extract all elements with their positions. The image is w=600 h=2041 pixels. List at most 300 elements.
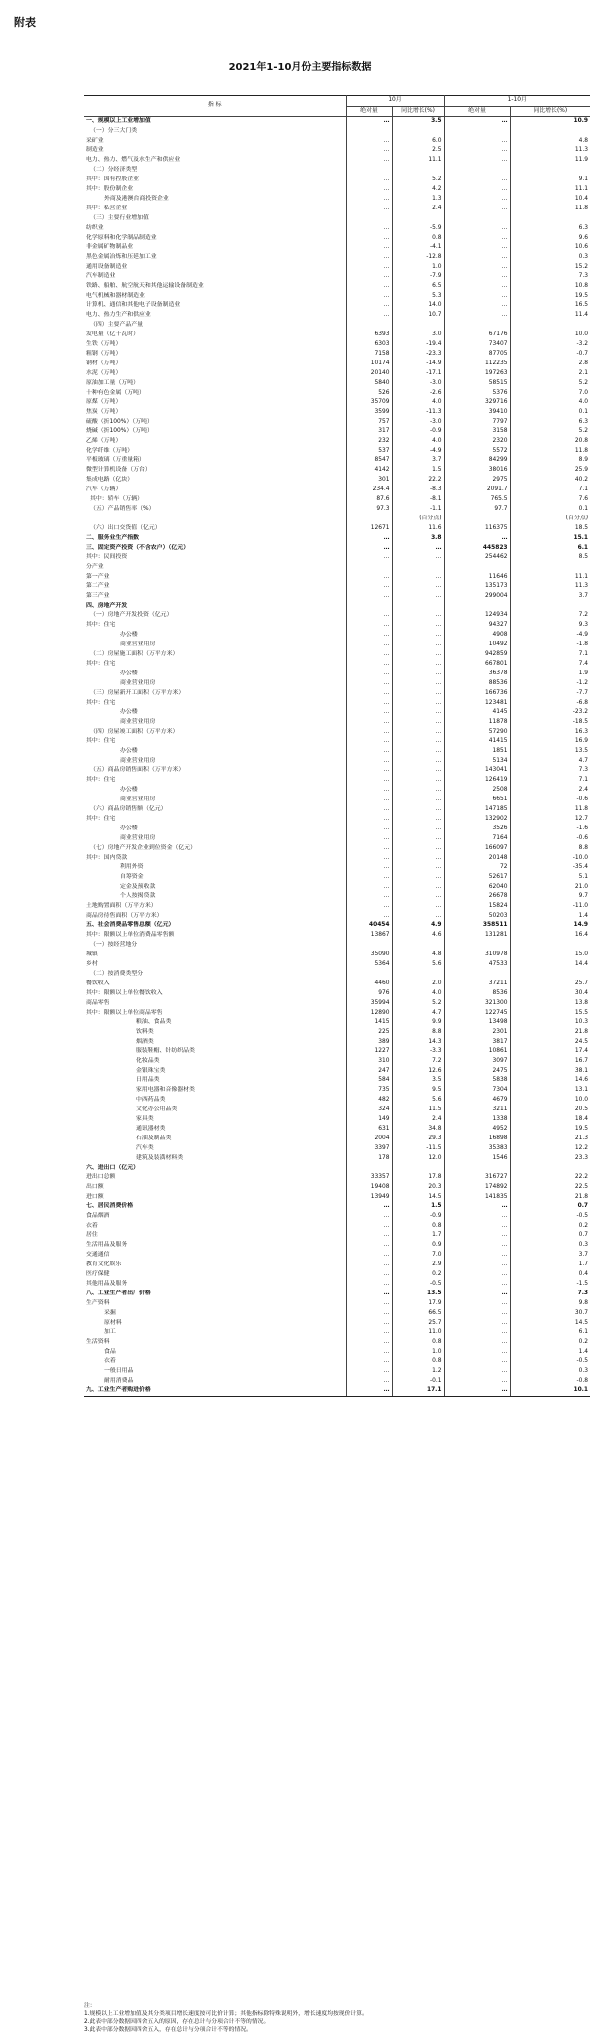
- ytd-value: 316727: [444, 1173, 510, 1183]
- month-yoy: …: [392, 611, 444, 621]
- ytd-yoy: 10.0: [574, 331, 589, 338]
- ytd-value: 667801: [444, 660, 510, 670]
- table-row: [84, 728, 590, 738]
- table-row: [84, 699, 590, 709]
- ytd-yoy: [510, 166, 590, 176]
- ytd-yoy: 16.3: [574, 728, 589, 735]
- ytd-value: 122745: [444, 1009, 510, 1019]
- ytd-value: …: [444, 1270, 510, 1280]
- ytd-yoy: -1.5: [576, 1280, 589, 1287]
- month-yoy: 1.0: [392, 1348, 444, 1358]
- month-value: …: [346, 224, 392, 234]
- ytd-yoy: 0.2: [578, 1222, 589, 1229]
- ytd-value: 7304: [444, 1086, 510, 1096]
- row-label: [84, 515, 346, 525]
- month-value: …: [346, 825, 392, 835]
- month-value: 6393: [346, 331, 392, 341]
- row-label: 办公楼: [84, 747, 346, 757]
- row-label: 水泥（万吨）: [84, 369, 346, 379]
- table-row: [84, 1125, 590, 1135]
- table-row: [84, 902, 590, 912]
- table-row: [84, 1338, 590, 1348]
- table-row: [84, 1222, 590, 1232]
- header-ytd-yoy: 同比增长(%): [510, 106, 590, 117]
- table-row: [84, 1154, 590, 1164]
- row-label: 办公楼: [84, 631, 346, 641]
- row-label: 外商及港澳台商投资企业: [84, 195, 346, 205]
- ytd-value: 3526: [444, 825, 510, 835]
- ytd-yoy: 7.0: [578, 389, 589, 396]
- month-value: …: [346, 728, 392, 738]
- ytd-value: 11878: [444, 718, 510, 728]
- table-row: [84, 156, 590, 166]
- ytd-value: [444, 127, 510, 137]
- table-row: [84, 369, 590, 379]
- ytd-value: 94327: [444, 621, 510, 631]
- ytd-yoy: 7.3: [577, 1290, 589, 1297]
- month-value: 35994: [346, 999, 392, 1009]
- month-value: …: [346, 1338, 392, 1348]
- month-yoy: -0.1: [392, 1377, 444, 1387]
- table-row: [84, 205, 590, 215]
- table-row: [84, 243, 590, 253]
- table-row: [84, 1357, 590, 1367]
- footnote-line: 注：: [84, 2003, 96, 2009]
- month-value: [346, 563, 392, 573]
- month-yoy: …: [392, 670, 444, 680]
- month-yoy: -17.1: [392, 369, 444, 379]
- row-label: 汽车制造业: [84, 272, 346, 282]
- appendix-label: 附表: [14, 16, 36, 29]
- ytd-yoy: 0.3: [578, 253, 589, 260]
- table-row: [84, 1009, 590, 1019]
- month-value: …: [346, 553, 392, 563]
- table-row: [84, 272, 590, 282]
- month-value: 1227: [346, 1047, 392, 1057]
- ytd-yoy: [510, 127, 590, 137]
- table-row: [84, 1173, 590, 1183]
- ytd-value: 2975: [444, 476, 510, 486]
- month-value: 1415: [346, 1018, 392, 1028]
- month-value: 4460: [346, 980, 392, 990]
- ytd-value: 2091.7: [444, 486, 510, 496]
- ytd-yoy: [510, 214, 590, 224]
- ytd-yoy: 8.9: [578, 457, 589, 464]
- table-row: [84, 1319, 590, 1329]
- month-yoy: 5.2: [392, 999, 444, 1009]
- row-label: 其中：住宅: [84, 815, 346, 825]
- month-value: …: [346, 796, 392, 806]
- row-label: （一）房地产开发投资（亿元）: [84, 611, 346, 621]
- ytd-value: …: [444, 1328, 510, 1338]
- month-yoy: …: [392, 834, 444, 844]
- month-value: 5840: [346, 379, 392, 389]
- month-value: …: [346, 641, 392, 651]
- table-row: [84, 563, 590, 573]
- row-label: 饮料类: [84, 1028, 346, 1038]
- row-label: 食品烟酒: [84, 1212, 346, 1222]
- ytd-value: 5134: [444, 757, 510, 767]
- table-row: [84, 1183, 590, 1193]
- ytd-value: 299004: [444, 592, 510, 602]
- month-yoy: 20.3: [392, 1183, 444, 1193]
- month-value: 12890: [346, 1009, 392, 1019]
- ytd-yoy: 1.4: [578, 1348, 589, 1355]
- ytd-yoy: 7.3: [578, 767, 589, 774]
- ytd-value: …: [444, 1290, 510, 1300]
- row-label: 烧碱（折100%）（万吨）: [84, 427, 346, 437]
- row-label: 非金属矿物制品业: [84, 243, 346, 253]
- ytd-yoy: 1.4: [578, 912, 589, 919]
- month-value: …: [346, 1299, 392, 1309]
- month-yoy: …: [392, 854, 444, 864]
- ytd-value: …: [444, 1280, 510, 1290]
- month-yoy: -4.1: [392, 243, 444, 253]
- ytd-yoy: 5.2: [578, 428, 589, 435]
- row-label: 教育文化娱乐: [84, 1261, 346, 1271]
- ytd-value: 35383: [444, 1144, 510, 1154]
- row-label: 原油加工量（万吨）: [84, 379, 346, 389]
- month-value: …: [346, 1280, 392, 1290]
- row-label: 原材料: [84, 1319, 346, 1329]
- ytd-yoy: -23.2: [572, 709, 589, 716]
- month-yoy: …: [392, 892, 444, 902]
- row-label: （三）房屋新开工面积（万平方米）: [84, 689, 346, 699]
- ytd-value: 4679: [444, 1096, 510, 1106]
- row-label: 出口额: [84, 1183, 346, 1193]
- month-value: …: [346, 205, 392, 215]
- row-label: 生活用品及服务: [84, 1241, 346, 1251]
- month-value: 2004: [346, 1135, 392, 1145]
- month-yoy: …: [392, 766, 444, 776]
- table-row: [84, 786, 590, 796]
- ytd-yoy: 15.0: [574, 951, 589, 958]
- month-value: 526: [346, 389, 392, 399]
- ytd-value: …: [444, 534, 510, 544]
- month-yoy: -19.4: [392, 340, 444, 350]
- month-value: [346, 127, 392, 137]
- month-value: …: [346, 234, 392, 244]
- row-label: 商业营业用房: [84, 757, 346, 767]
- ytd-yoy: 16.4: [574, 932, 589, 939]
- ytd-yoy: 22.5: [574, 1183, 589, 1190]
- table-row: [84, 1164, 590, 1174]
- row-label: 其中：股份制企业: [84, 185, 346, 195]
- month-yoy: …: [392, 728, 444, 738]
- table-row: [84, 631, 590, 641]
- row-label: 分产业: [84, 563, 346, 573]
- ytd-value: 445823: [444, 544, 510, 554]
- header-month-yoy: 同比增长(%): [392, 106, 444, 117]
- month-value: …: [346, 195, 392, 205]
- ytd-value: 20148: [444, 854, 510, 864]
- ytd-value: …: [444, 1367, 510, 1377]
- month-yoy: 1.5: [392, 1202, 444, 1212]
- row-label: 其中：国内贷款: [84, 854, 346, 864]
- row-label: 第一产业: [84, 573, 346, 583]
- month-yoy: 3.8: [392, 534, 444, 544]
- header-ytd-abs: 绝对量: [444, 106, 510, 117]
- month-value: …: [346, 592, 392, 602]
- month-value: …: [346, 1261, 392, 1271]
- month-value: 482: [346, 1096, 392, 1106]
- ytd-yoy: 14.5: [574, 1319, 589, 1326]
- footnote-line: 2.此表中部分数据因四舍五入的原因，存在总计与分项合计不等的情况。: [84, 2019, 270, 2025]
- ytd-yoy: 17.4: [574, 1048, 589, 1055]
- ytd-yoy: 7.6: [578, 496, 589, 503]
- table-row: [84, 650, 590, 660]
- row-label: 其中：限额以上单位商品零售: [84, 1009, 346, 1019]
- month-value: …: [346, 263, 392, 273]
- footnote-line: 3.此表中部分数据因四舍五入，存在总计与分项合计不等的情况。: [84, 2027, 252, 2033]
- month-yoy: 1.0: [392, 263, 444, 273]
- row-label: 耐用消费品: [84, 1377, 346, 1387]
- ytd-value: 10861: [444, 1047, 510, 1057]
- ytd-yoy: -18.5: [572, 718, 589, 725]
- ytd-yoy: 16.9: [574, 738, 589, 745]
- ytd-yoy: [510, 602, 590, 612]
- row-label: （五）产品销售率（%）: [84, 505, 346, 515]
- ytd-yoy: 11.8: [574, 205, 589, 212]
- table-row: [84, 1251, 590, 1261]
- row-label: 二、服务业生产指数: [84, 534, 346, 544]
- month-yoy: …: [392, 863, 444, 873]
- month-yoy: 29.3: [392, 1135, 444, 1145]
- table-row: [84, 815, 590, 825]
- table-row: [84, 166, 590, 176]
- row-label: 电力、热力、燃气及水生产和供应业: [84, 156, 346, 166]
- ytd-value: …: [444, 1231, 510, 1241]
- table-row: [84, 776, 590, 786]
- ytd-value: 135173: [444, 582, 510, 592]
- month-value: 8547: [346, 456, 392, 466]
- table-row: [84, 1057, 590, 1067]
- row-label: 其中：限额以上单位餐饮收入: [84, 989, 346, 999]
- row-label: 粗钢（万吨）: [84, 350, 346, 360]
- row-label: 建筑及装潢材料类: [84, 1154, 346, 1164]
- ytd-value: [444, 214, 510, 224]
- month-value: 310: [346, 1057, 392, 1067]
- month-yoy: 4.0: [392, 989, 444, 999]
- table-row: [84, 941, 590, 951]
- ytd-yoy: 11.3: [574, 583, 589, 590]
- month-yoy: -3.0: [392, 418, 444, 428]
- table-row: [84, 757, 590, 767]
- ytd-yoy: 5.1: [578, 873, 589, 880]
- ytd-value: 8536: [444, 989, 510, 999]
- row-label: 通讯器材类: [84, 1125, 346, 1135]
- table-row: [84, 737, 590, 747]
- table-row: [84, 418, 590, 428]
- ytd-value: …: [444, 1261, 510, 1271]
- month-value: …: [346, 1212, 392, 1222]
- month-value: 40454: [346, 921, 392, 931]
- ytd-yoy: (百分点): [565, 515, 589, 522]
- ytd-value: 36378: [444, 670, 510, 680]
- month-value: 735: [346, 1086, 392, 1096]
- month-value: …: [346, 1251, 392, 1261]
- ytd-yoy: 21.0: [574, 883, 589, 890]
- ytd-yoy: 24.5: [574, 1038, 589, 1045]
- month-yoy: 0.8: [392, 1222, 444, 1232]
- month-value: 3397: [346, 1144, 392, 1154]
- ytd-yoy: 21.8: [574, 1028, 589, 1035]
- table-row: [84, 146, 590, 156]
- table-row: [84, 1038, 590, 1048]
- row-label: 第三产业: [84, 592, 346, 602]
- month-value: 584: [346, 1076, 392, 1086]
- table-row: [84, 747, 590, 757]
- ytd-value: 942859: [444, 650, 510, 660]
- month-yoy: 1.2: [392, 1367, 444, 1377]
- ytd-value: 88536: [444, 679, 510, 689]
- month-value: …: [346, 679, 392, 689]
- row-label: 其中：民间投资: [84, 553, 346, 563]
- ytd-value: …: [444, 1319, 510, 1329]
- month-value: …: [346, 747, 392, 757]
- month-value: 6303: [346, 340, 392, 350]
- row-label: 进口额: [84, 1193, 346, 1203]
- ytd-value: 147185: [444, 805, 510, 815]
- ytd-value: …: [444, 1251, 510, 1261]
- table-row: [84, 379, 590, 389]
- row-label: （三）主要行业增加值: [84, 214, 346, 224]
- row-label: 烟酒类: [84, 1038, 346, 1048]
- ytd-value: …: [444, 301, 510, 311]
- ytd-yoy: 11.3: [574, 147, 589, 154]
- table-row: [84, 263, 590, 273]
- month-value: …: [346, 631, 392, 641]
- month-yoy: [392, 321, 444, 331]
- month-yoy: 11.6: [392, 524, 444, 534]
- month-value: 87.6: [346, 495, 392, 505]
- table-row: [84, 689, 590, 699]
- month-yoy: 7.2: [392, 1057, 444, 1067]
- month-value: 3599: [346, 408, 392, 418]
- table-row: [84, 1067, 590, 1077]
- month-yoy: 9.5: [392, 1086, 444, 1096]
- ytd-yoy: 38.1: [574, 1067, 589, 1074]
- ytd-yoy: -0.6: [576, 835, 589, 842]
- month-yoy: …: [392, 621, 444, 631]
- ytd-yoy: -4.9: [576, 631, 589, 638]
- month-yoy: -11.3: [392, 408, 444, 418]
- month-yoy: 0.2: [392, 1270, 444, 1280]
- ytd-value: 5572: [444, 447, 510, 457]
- ytd-value: 123481: [444, 699, 510, 709]
- row-label: 其中：住宅: [84, 621, 346, 631]
- row-label: 办公楼: [84, 825, 346, 835]
- ytd-yoy: 0.1: [578, 505, 589, 512]
- ytd-yoy: 6.1: [577, 544, 589, 551]
- table-row: [84, 1106, 590, 1116]
- row-label: 铁路、船舶、航空航天和其他运输设备制造业: [84, 282, 346, 292]
- row-label: 乡村: [84, 960, 346, 970]
- month-yoy: …: [392, 679, 444, 689]
- ytd-value: 52617: [444, 873, 510, 883]
- row-label: 商业营业用房: [84, 679, 346, 689]
- month-value: 13867: [346, 931, 392, 941]
- table-row: [84, 1096, 590, 1106]
- month-value: …: [346, 1386, 392, 1396]
- ytd-value: 4952: [444, 1125, 510, 1135]
- month-yoy: 0.8: [392, 1338, 444, 1348]
- month-value: …: [346, 1270, 392, 1280]
- month-yoy: -2.6: [392, 389, 444, 399]
- month-value: …: [346, 1319, 392, 1329]
- ytd-value: …: [444, 1309, 510, 1319]
- month-value: …: [346, 1328, 392, 1338]
- ytd-yoy: 40.2: [574, 476, 589, 483]
- month-yoy: 12.6: [392, 1067, 444, 1077]
- ytd-yoy: 11.1: [574, 186, 589, 193]
- ytd-value: 166736: [444, 689, 510, 699]
- ytd-value: …: [444, 253, 510, 263]
- row-label: 电气机械和器材制造业: [84, 292, 346, 302]
- ytd-yoy: -1.2: [576, 680, 589, 687]
- table-row: [84, 708, 590, 718]
- month-value: …: [346, 718, 392, 728]
- month-yoy: …: [392, 786, 444, 796]
- table-row: [84, 1348, 590, 1358]
- table-row: [84, 1280, 590, 1290]
- month-value: 33357: [346, 1173, 392, 1183]
- row-label: 生活资料: [84, 1338, 346, 1348]
- ytd-yoy: -0.5: [576, 1212, 589, 1219]
- ytd-yoy: 21.8: [574, 1193, 589, 1200]
- ytd-value: 67176: [444, 331, 510, 341]
- month-yoy: [392, 970, 444, 980]
- month-value: …: [346, 844, 392, 854]
- row-label: 中西药品类: [84, 1096, 346, 1106]
- row-label: 其中：私营企业: [84, 205, 346, 215]
- ytd-value: 38016: [444, 466, 510, 476]
- ytd-value: …: [444, 282, 510, 292]
- ytd-yoy: 4.8: [578, 137, 589, 144]
- table-row: [84, 960, 590, 970]
- ytd-yoy: 0.7: [577, 1203, 589, 1210]
- month-value: …: [346, 156, 392, 166]
- row-label: 钢材（万吨）: [84, 360, 346, 370]
- month-yoy: -0.9: [392, 1212, 444, 1222]
- row-label: 文化办公用品类: [84, 1106, 346, 1116]
- month-yoy: …: [392, 747, 444, 757]
- row-label: 纺织业: [84, 224, 346, 234]
- ytd-yoy: 14.4: [574, 961, 589, 968]
- ytd-yoy: 9.6: [578, 234, 589, 241]
- ytd-yoy: -6.8: [576, 699, 589, 706]
- ytd-yoy: 4.0: [578, 399, 589, 406]
- header-indicator: 指 标: [84, 96, 346, 117]
- month-yoy: …: [392, 805, 444, 815]
- row-label: 汽车类: [84, 1144, 346, 1154]
- ytd-yoy: 10.8: [574, 282, 589, 289]
- month-value: …: [346, 311, 392, 321]
- row-label: 粮油、食品类: [84, 1018, 346, 1028]
- row-label: 计算机、通信和其他电子设备制造业: [84, 301, 346, 311]
- ytd-yoy: 1.7: [578, 1261, 589, 1268]
- table-row: [84, 1309, 590, 1319]
- ytd-value: …: [444, 263, 510, 273]
- month-yoy: (百分点): [392, 515, 444, 525]
- ytd-yoy: -0.7: [576, 350, 589, 357]
- ytd-yoy: -0.6: [576, 796, 589, 803]
- month-yoy: 17.9: [392, 1299, 444, 1309]
- month-value: …: [346, 292, 392, 302]
- ytd-value: 1546: [444, 1154, 510, 1164]
- ytd-yoy: 2.4: [578, 786, 589, 793]
- month-value: …: [346, 873, 392, 883]
